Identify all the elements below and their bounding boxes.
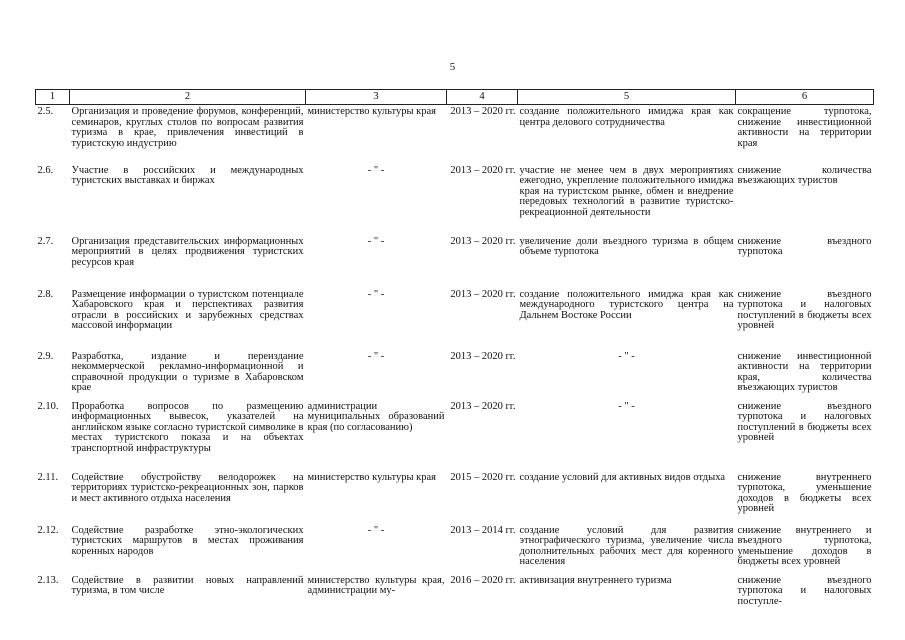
result-cell: создание положительного имиджа края как международного туристского центра на Дальнем Востоке России — [519, 288, 734, 321]
consequence-cell: снижение инвестиционной активности на территории края, количества въезжающих туристов — [737, 350, 872, 394]
consequence-cell: снижение въездного турпотока и налоговых поступлений в бюджеты всех уровней — [737, 400, 872, 444]
row-number: 2.8. — [37, 288, 54, 300]
term-cell: 2013 – 2020 гг. — [450, 164, 516, 176]
executor-cell: - " - — [367, 235, 385, 247]
result-cell: - " - — [618, 350, 635, 362]
consequence-cell: снижение въездного турпотока — [737, 235, 872, 258]
header-col-5: 5 — [518, 90, 736, 105]
term-cell: 2013 – 2020 гг. — [450, 235, 516, 247]
executor-cell: администрации муниципальных образований края (по согласованию) — [307, 400, 445, 433]
table-row — [36, 235, 874, 288]
executor-cell: министерство культуры края — [307, 471, 437, 483]
consequence-cell: снижение въездного турпотока и налоговых поступле- — [737, 574, 872, 607]
result-cell: увеличение доли въездного туризма в общем объеме турпотока — [519, 235, 734, 258]
measures-table — [35, 89, 874, 607]
activity-cell: Разработка, издание и переиздание некоммерческой рекламно-информационной и справочной продукции о туризме в Хабаровском крае — [71, 350, 304, 394]
activity-cell: Содействие разработке этно-экологических туристских маршрутов в местах проживания коренных народов — [71, 524, 304, 557]
row-number: 2.10. — [37, 400, 59, 412]
executor-cell: - " - — [367, 524, 385, 536]
table-row — [36, 288, 874, 350]
result-cell: создание положительного имиджа края как центра делового сотрудничества — [519, 106, 734, 128]
row-number: 2.11. — [37, 471, 59, 483]
result-cell: - " - — [618, 400, 635, 412]
row-number: 2.12. — [37, 524, 59, 536]
result-cell: активизация внутреннего туризма — [519, 574, 672, 586]
header-col-3: 3 — [306, 90, 447, 105]
table-row — [36, 164, 874, 235]
term-cell: 2013 – 2020 гг. — [450, 350, 516, 362]
row-number: 2.7. — [37, 235, 54, 247]
executor-cell: - " - — [367, 350, 385, 362]
table-row — [36, 105, 874, 164]
executor-cell: министерство культуры края — [307, 106, 437, 117]
result-cell: создание условий для активных видов отдыха — [519, 471, 725, 483]
table-row — [36, 574, 874, 608]
result-cell: создание условий для развития этнографического туризма, увеличение числа дополнительных рабочих мест для коренного населения — [519, 524, 734, 568]
executor-cell: - " - — [367, 164, 385, 176]
result-cell: участие не менее чем в двух мероприятиях ежегодно, укрепление положительного имиджа края на туристском рынке, обмен и внедрение передовых технологий в развитие туристско-рекреационной деятельности — [519, 164, 734, 218]
row-number: 2.13. — [37, 574, 59, 586]
activity-cell: Проработка вопросов по размещению информационных вывесок, указателей на английском языке согласно туристской символике в местах туристского показа и на объектах транспортной инфраструктуры — [71, 400, 304, 454]
consequence-cell: сокращение турпотока, снижение инвестиционной активности на территории края — [737, 106, 872, 149]
term-cell: 2015 – 2020 гг. — [450, 471, 516, 483]
activity-cell: Размещение информации о туристском потенциале Хабаровского края и перспективах развития отрасли в российских и зарубежных средствах массовой информации — [71, 288, 304, 332]
activity-cell: Содействие обустройству велодорожек на территориях туристско-рекреационных зон, парков и мест активного отдыха населения — [71, 471, 304, 504]
executor-cell: - " - — [367, 288, 385, 300]
row-number: 2.6. — [37, 164, 54, 176]
row-number: 2.9. — [37, 350, 54, 362]
activity-cell: Участие в российских и международных туристских выставках и биржах — [71, 164, 304, 187]
table-row — [36, 524, 874, 574]
header-col-4: 4 — [447, 90, 518, 105]
header-col-2: 2 — [70, 90, 306, 105]
table-row — [36, 350, 874, 400]
term-cell: 2013 – 2014 гг. — [450, 524, 516, 536]
term-cell: 2013 – 2020 гг. — [450, 106, 516, 117]
activity-cell: Содействие в развитии новых направлений туризма, в том числе — [71, 574, 304, 597]
table-row — [36, 471, 874, 524]
term-cell: 2013 – 2020 гг. — [450, 288, 516, 300]
term-cell: 2016 – 2020 гг. — [450, 574, 516, 586]
page-number: 5 — [449, 61, 456, 73]
consequence-cell: снижение внутреннего турпотока, уменьшение доходов в бюджеты всех уровней — [737, 471, 872, 515]
activity-cell: Организация и проведение форумов, конференций, семинаров, круглых столов по вопросам развития туризма в крае, привлечения инвестиций в туристскую индустрию — [71, 106, 304, 149]
header-col-1: 1 — [36, 90, 70, 105]
activity-cell: Организация представительских информационных мероприятий в целях продвижения туристских ресурсов края — [71, 235, 304, 268]
header-row — [36, 90, 874, 105]
term-cell: 2013 – 2020 гг. — [450, 400, 516, 412]
consequence-cell: снижение количества въезжающих туристов — [737, 164, 872, 187]
consequence-cell: снижение въездного турпотока и налоговых поступлений в бюджеты всех уровней — [737, 288, 872, 332]
row-number: 2.5. — [37, 106, 54, 117]
header-col-6: 6 — [736, 90, 874, 105]
executor-cell: министерство культуры края, администрации му- — [307, 574, 445, 597]
consequence-cell: снижение внутреннего и въездного турпотока, уменьшение доходов в бюджеты всех уровней — [737, 524, 872, 568]
table-row — [36, 400, 874, 471]
